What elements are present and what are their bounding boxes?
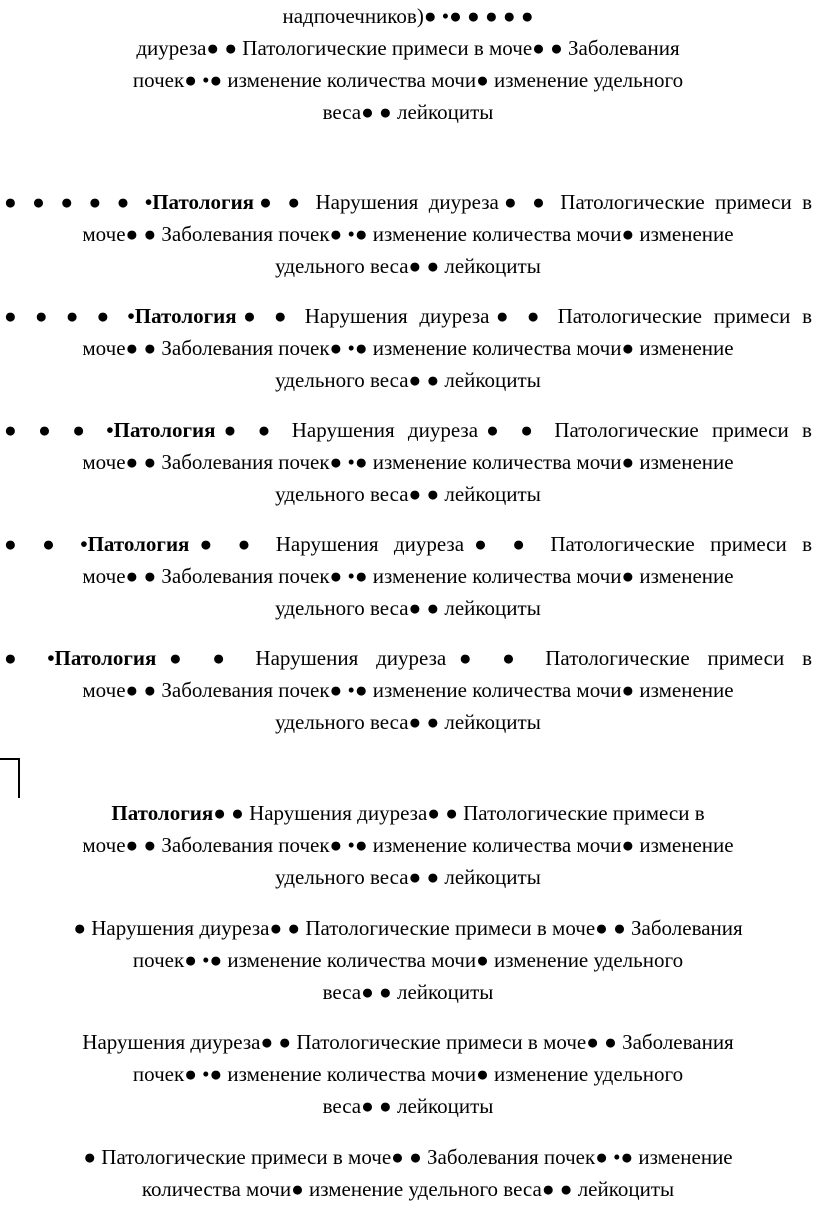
- text-line: количества мочи● изменение удельного веса● ● лейкоциты: [141, 1177, 675, 1201]
- text-line: удельного веса● ● лейкоциты: [275, 482, 541, 506]
- text-segment: ● ● Нарушения диуреза● ● Патологические примеси в: [213, 801, 705, 825]
- paragraph-7: [0, 797, 816, 893]
- text-line: ● Нарушения диуреза● ● Патологические примеси в моче● ● Заболевания: [73, 916, 743, 940]
- text-line: надпочечников)● •● ● ● ● ●: [282, 4, 534, 28]
- text-line: [0, 186, 816, 218]
- text-line: Нарушения диуреза● ● Патологические примеси в моче● ● Заболевания: [82, 1030, 734, 1054]
- text-line: веса● ● лейкоциты: [322, 1094, 494, 1118]
- text-line: удельного веса● ● лейкоциты: [275, 368, 541, 392]
- text-line: удельного веса● ● лейкоциты: [275, 710, 541, 734]
- text-line: [0, 414, 816, 446]
- text-segment: ● ● Нарушения диуреза● ● Патологические примеси в: [254, 190, 812, 214]
- text-line: моче● ● Заболевания почек● •● изменение количества мочи● изменение: [82, 564, 734, 588]
- text-line: веса● ● лейкоциты: [322, 100, 494, 124]
- text-line: моче● ● Заболевания почек● •● изменение количества мочи● изменение: [82, 336, 734, 360]
- text-line: почек● •● изменение количества мочи● изменение удельного: [132, 1062, 684, 1086]
- text-line: моче● ● Заболевания почек● •● изменение количества мочи● изменение: [82, 833, 734, 857]
- bold-heading: Патология: [111, 801, 214, 825]
- text-segment: ● ● Нарушения диуреза● ● Патологические примеси в: [156, 646, 812, 670]
- text-line: моче● ● Заболевания почек● •● изменение количества мочи● изменение: [82, 450, 734, 474]
- text-line: [0, 528, 816, 560]
- text-line: почек● •● изменение количества мочи● изменение удельного: [132, 948, 684, 972]
- bold-heading: ● ● ● ● ● •Патология: [4, 190, 255, 214]
- paragraph-3: [0, 300, 816, 396]
- paragraph-2: [0, 186, 816, 282]
- text-line: моче● ● Заболевания почек● •● изменение количества мочи● изменение: [82, 678, 734, 702]
- text-line: удельного веса● ● лейкоциты: [275, 254, 541, 278]
- bold-heading: ● ● •Патология: [4, 532, 190, 556]
- text-line: диуреза● ● Патологические примеси в моче● ● Заболевания: [136, 36, 680, 60]
- text-line: удельного веса● ● лейкоциты: [275, 596, 541, 620]
- text-line: почек● •● изменение количества мочи● изменение удельного: [132, 68, 684, 92]
- text-segment: ● ● Нарушения диуреза● ● Патологические примеси в: [189, 532, 812, 556]
- text-line: [0, 642, 816, 674]
- bold-heading: ● •Патология: [4, 646, 157, 670]
- text-line: ● Патологические примеси в моче● ● Заболевания почек● •● изменение: [83, 1145, 733, 1169]
- text-segment: ● ● Нарушения диуреза● ● Патологические примеси в: [236, 304, 812, 328]
- paragraph-10: [0, 1141, 816, 1205]
- text-segment: ● ● Нарушения диуреза● ● Патологические примеси в: [215, 418, 812, 442]
- text-line: моче● ● Заболевания почек● •● изменение количества мочи● изменение: [82, 222, 734, 246]
- paragraph-9: [0, 1026, 816, 1122]
- bold-heading: ● ● ● ● •Патология: [4, 304, 237, 328]
- bold-heading: ● ● ● •Патология: [4, 418, 216, 442]
- corner-bracket-mark: [0, 758, 20, 798]
- paragraph-8: [0, 912, 816, 1008]
- paragraph-5: [0, 528, 816, 624]
- text-line: [0, 797, 816, 829]
- text-line: удельного веса● ● лейкоциты: [275, 865, 541, 889]
- paragraph-6: [0, 642, 816, 738]
- paragraph-4: [0, 414, 816, 510]
- text-line: веса● ● лейкоциты: [322, 980, 494, 1004]
- paragraph-1: [0, 0, 816, 128]
- text-line: [0, 300, 816, 332]
